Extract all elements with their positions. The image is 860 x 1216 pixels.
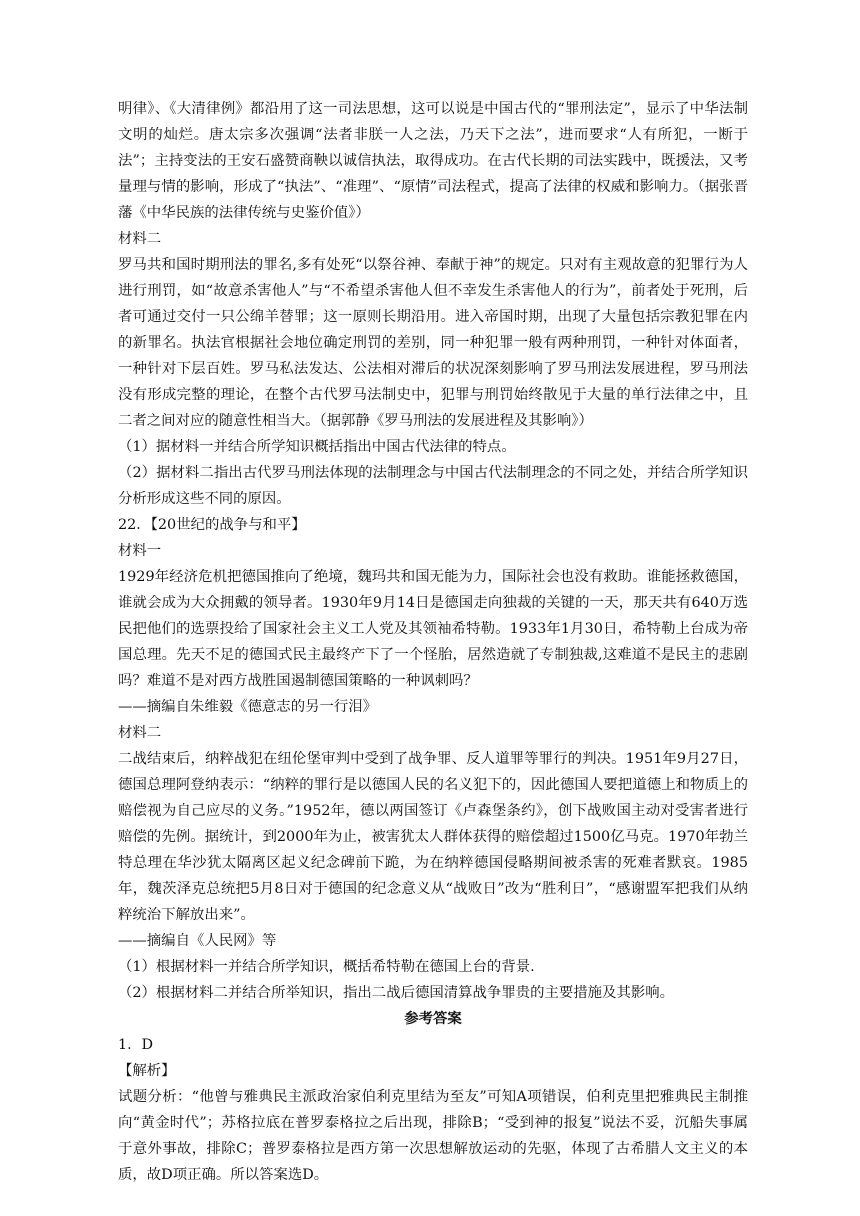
- analysis-text: 试题分析：“他曾与雅典民主派政治家伯利克里结为至友”可知A项错误，伯利克里把雅典民主制推向“黄金时代”；苏格拉底在普罗泰格拉之后出现，排除B；“受到神的报复”说法不妥，沉船失事属于意外事故，排除C；普罗泰格拉是西方第一次思想解放运动的先驱，体现了古希腊人文主义的本质，故D项正确。所以答案选D。: [118, 1089, 748, 1183]
- answer-number: 1．D: [118, 1037, 154, 1053]
- paragraph-material-one-continued: 明律》、《大清律例》都沿用了这一司法思想，这可以说是中国古代的“罪刑法定”，显示了中华法制文明的灿烂。唐太宗多次强调“法者非朕一人之法，乃天下之法”，进而要求“人有所犯，一断于法”；主持变法的王安石盛赞商鞅以诚信执法，取得成功。在古代长期的司法实践中，既援法，又考量理与情的影响，形成了“执法”、“准理”、“原情”司法程式，提高了法律的权威和影响力。（据张晋藩《中华民族的法律传统与史鉴价值》）: [118, 101, 748, 221]
- question-2: （2）据材料二指出古代罗马刑法体现的法制理念与中国古代法制理念的不同之处，并结合所学知识分析形成这些不同的原因。: [118, 465, 748, 507]
- question-22-heading: 22．【20世纪的战争与和平】: [118, 517, 306, 533]
- question-22-2: （2）根据材料二并结合所举知识，指出二战后德国清算战争罪贵的主要措施及其影响。: [118, 985, 675, 1001]
- paragraph-material-one-ww2: 1929年经济危机把德国推向了绝境，魏玛共和国无能为力，国际社会也没有救助。谁能拯救德国，谁就会成为大众拥戴的领导者。1930年9月14日是德国走向独裁的关键的一天，那天共有640万选民把他们的选票投给了国家社会主义工人党及其领袖希特勒。1933年1月30日，希特勒上台成为帝国总理。先天不足的德国式民主最终产下了一个怪胎，居然造就了专制独裁,这难道不是民主的悲剧吗？难道不是对西方战胜国遏制德国策略的一种讽刺吗？: [118, 569, 748, 689]
- source-citation-2: ——摘编自《人民网》等: [118, 933, 277, 949]
- label-material-two: 材料二: [118, 231, 162, 247]
- label-material-one: 材料一: [118, 543, 162, 559]
- question-1: （1）据材料一并结合所学知识概括指出中国古代法律的特点。: [118, 439, 516, 455]
- source-citation-1: ——摘编自朱维毅《德意志的另一行泪》: [118, 699, 378, 715]
- paragraph-material-two-ww2: 二战结束后，纳粹战犯在纽伦堡审判中受到了战争罪、反人道罪等罪行的判决。1951年9月27日，德国总理阿登纳表示：“纳粹的罪行是以德国人民的名义犯下的，因此德国人要把道德上和物质上的赔偿视为自己应尽的义务。”1952年，德以两国签订《卢森堡条约》，创下战败国主动对受害者进行赔偿的先例。据统计，到2000年为止，被害犹太人群体获得的赔偿超过1500亿马克。1970年勃兰特总理在华沙犹太隔离区起义纪念碑前下跪，为在纳粹德国侵略期间被杀害的死难者默哀。1985年，魏茨泽克总统把5月8日对于德国的纪念意义从“战败日”改为“胜利日”，“感谢盟军把我们从纳粹统治下解放出来”。: [118, 751, 748, 923]
- paragraph-material-two: 罗马共和国时期刑法的罪名,多有处死“以祭谷神、奉献于神”的规定。只对有主观故意的犯罪行为人进行刑罚，如“故意杀害他人”与“不希望杀害他人但不幸发生杀害他人的行为”，前者处于死刑，后者可通过交付一只公绵羊替罪；这一原则长期沿用。进入帝国时期，出现了大量包括宗教犯罪在内的新罪名。执法官根据社会地位确定刑罚的差别，同一种犯罪一般有两种刑罚，一种针对体面者，一种针对下层百姓。罗马私法发达、公法相对滞后的状况深刻影响了罗马刑法发展进程，罗马刑法没有形成完整的理论，在整个古代罗马法制史中，犯罪与刑罚始终散见于大量的单行法律之中，且二者之间对应的随意性相当大。（据郭静《罗马刑法的发展进程及其影响》）: [118, 257, 748, 429]
- label-material-two-b: 材料二: [118, 725, 162, 741]
- question-22-1: （1）根据材料一并结合所学知识，概括希特勒在德国上台的背景.: [118, 959, 535, 975]
- analysis-label: 【解析】: [118, 1063, 176, 1079]
- answer-heading: 参考答案: [404, 1010, 462, 1027]
